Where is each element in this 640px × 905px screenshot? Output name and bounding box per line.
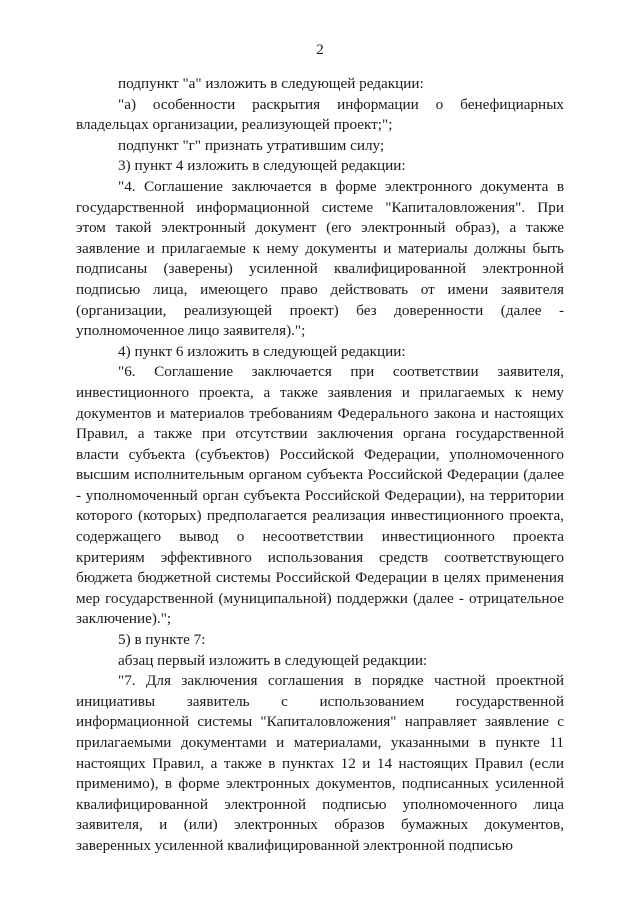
paragraph-item-4: 4) пункт 6 изложить в следующей редакции: xyxy=(118,342,406,360)
paragraph-item-7-text: "7. Для заключения соглашения в порядке частной проектной инициативы заявитель с использованием государственной информационной системы "Капиталовложения" направляет заявление с прилагаемыми документами и материалами, указанными в пункте 11 настоящих Правил, а также в пунктах 12 и 14 настоящих Правил (если применимо), в форме электронных документов, подписанных усиленной квалифицированной электронной подписью уполномоченного лица заявителя, и (или) электронных образов бумажных документов, заверенных усиленной квалифицированной электронной подписью xyxy=(76,672,564,854)
page-number: 2 xyxy=(316,42,324,58)
paragraph-first-abzac: абзац первый изложить в следующей редакции: xyxy=(118,651,428,669)
paragraph-subpoint-g: подпункт "г" признать утратившим силу; xyxy=(118,136,385,154)
paragraph-item-4-text: "4. Соглашение заключается в форме электронного документа в государственной информационной системе "Капиталовложения". При этом такой электронный документ (его электронный образ), а также заявление и прилагаемые к нему документы и материалы должны быть подписаны (заверены) усиленной квалифицированной электронной подписью лица, имеющего право действовать от имени заявителя (организации, реализующей проект) без доверенности (далее - уполномоченное лицо заявителя)."; xyxy=(76,177,564,340)
paragraph-subpoint-a-text: "а) особенности раскрытия информации о бенефициарных владельцах организации, реализующей проект;"; xyxy=(76,95,564,134)
document-body xyxy=(76,74,564,857)
paragraph-item-6-text: "6. Соглашение заключается при соответствии заявителя, инвестиционного проекта, а также заявления и прилагаемых к нему документов и материалов требованиям Федерального закона и настоящих Правил, а также при отсутствии заключения органа государственной власти субъекта (субъектов) Российской Федерации, уполномоченного высшим исполнительным органом субъекта Российской Федерации (далее - уполномоченный орган субъекта Российской Федерации), на территории которого (которых) предполагается реализация инвестиционного проекта, содержащего вывод о несоответствии инвестиционного проекта критериям эффективного использования средств соответствующего бюджета бюджетной системы Российской Федерации в целях применения мер государственной (муниципальной) поддержки (далее - отрицательное заключение)."; xyxy=(76,363,564,628)
paragraph-item-5: 5) в пункте 7: xyxy=(118,631,206,649)
paragraph-item-3: 3) пункт 4 изложить в следующей редакции: xyxy=(118,157,406,175)
paragraph-subpoint-a-intro: подпункт "а" изложить в следующей редакции: xyxy=(118,75,424,92)
